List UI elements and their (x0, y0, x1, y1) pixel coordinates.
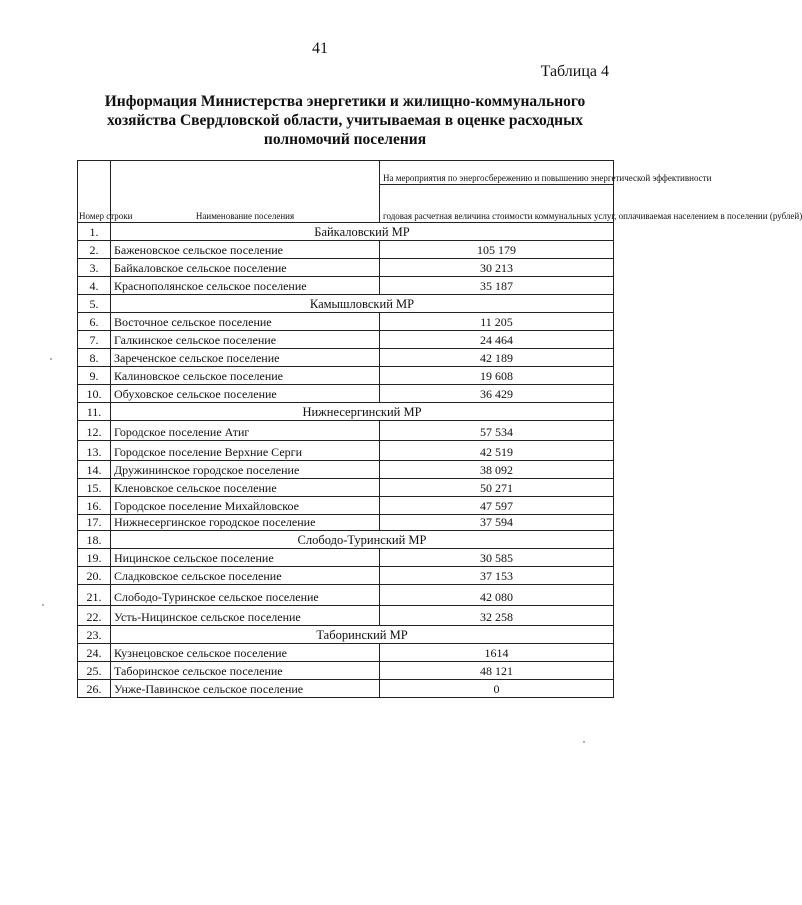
table-row (78, 385, 614, 403)
row-number: 9. (78, 367, 111, 385)
settlement-name: Кузнецовское сельское поселение (111, 644, 380, 662)
table-label: Таблица 4 (540, 63, 609, 80)
row-number: 8. (78, 349, 111, 367)
settlements-table (77, 160, 802, 698)
settlement-name: Нижнесергинское городское поселение (111, 515, 380, 531)
table-row (78, 441, 614, 461)
region-row (78, 223, 614, 241)
table-row (78, 644, 614, 662)
settlement-name: Восточное сельское поселение (111, 313, 380, 331)
region-row (78, 626, 614, 644)
settlement-name: Обуховское сельское поселение (111, 385, 380, 403)
settlement-value: 36 429 (380, 385, 614, 403)
header-settlement-name: Наименование поселения (111, 161, 380, 223)
row-number: 21. (78, 585, 111, 606)
region-row (78, 403, 614, 421)
row-number: 23. (78, 626, 111, 644)
settlement-value: 19 608 (380, 367, 614, 385)
row-number: 22. (78, 606, 111, 626)
settlement-name: Зареченское сельское поселение (111, 349, 380, 367)
settlement-value: 24 464 (380, 331, 614, 349)
table-row (78, 606, 614, 626)
row-number: 19. (78, 549, 111, 567)
region-name: Нижнесергинский МР (111, 403, 614, 421)
settlement-name: Городское поселение Атиг (111, 421, 380, 441)
row-number: 25. (78, 662, 111, 680)
settlement-value: 42 080 (380, 585, 614, 606)
row-number: 26. (78, 680, 111, 698)
row-number: 6. (78, 313, 111, 331)
table-row (78, 313, 614, 331)
settlement-value: 32 258 (380, 606, 614, 626)
settlement-name: Усть-Ницинское сельское поселение (111, 606, 380, 626)
settlement-name: Унже-Павинское сельское поселение (111, 680, 380, 698)
row-number: 16. (78, 497, 111, 515)
header-row-number: Номер строки (78, 161, 111, 223)
table-row (78, 277, 614, 295)
row-number: 5. (78, 295, 111, 313)
page-number: 41 (312, 40, 328, 57)
settlement-value: 0 (380, 680, 614, 698)
table-row (78, 497, 614, 515)
settlement-value: 57 534 (380, 421, 614, 441)
settlement-name: Городское поселение Верхние Серги (111, 441, 380, 461)
settlement-value: 48 121 (380, 662, 614, 680)
settlement-name: Сладковское сельское поселение (111, 567, 380, 585)
settlement-value: 105 179 (380, 241, 614, 259)
table-row (78, 331, 614, 349)
table-row (78, 680, 614, 698)
table-header-row (78, 161, 614, 185)
settlement-name: Калиновское сельское поселение (111, 367, 380, 385)
table-row (78, 259, 614, 277)
settlement-name: Байкаловское сельское поселение (111, 259, 380, 277)
table-row (78, 349, 614, 367)
settlement-name: Краснополянское сельское поселение (111, 277, 380, 295)
document-title: Информация Министерства энергетики и жилищно-коммунального хозяйства Свердловской области, учитываемая в оценке расходных полномочий поселения (104, 93, 586, 148)
settlement-value: 30 213 (380, 259, 614, 277)
region-name: Камышловский МР (111, 295, 614, 313)
settlement-name: Галкинское сельское поселение (111, 331, 380, 349)
row-number: 1. (78, 223, 111, 241)
settlement-value: 30 585 (380, 549, 614, 567)
settlement-value: 11 205 (380, 313, 614, 331)
region-name: Байкаловский МР (111, 223, 614, 241)
settlement-value: 1614 (380, 644, 614, 662)
row-number: 12. (78, 421, 111, 441)
region-name: Слободо-Туринский МР (111, 531, 614, 549)
table-row (78, 479, 614, 497)
header-annual-cost: годовая расчетная величина стоимости коммунальных услуг, оплачиваемая населением в поселении (рублей) (380, 185, 614, 223)
settlement-value: 35 187 (380, 277, 614, 295)
settlement-name: Городское поселение Михайловское (111, 497, 380, 515)
settlement-name: Ницинское сельское поселение (111, 549, 380, 567)
table-row (78, 461, 614, 479)
settlement-value: 37 153 (380, 567, 614, 585)
region-name: Таборинский МР (111, 626, 614, 644)
row-number: 3. (78, 259, 111, 277)
row-number: 18. (78, 531, 111, 549)
table-row (78, 662, 614, 680)
row-number: 11. (78, 403, 111, 421)
scan-speck (42, 604, 44, 606)
settlement-name: Баженовское сельское поселение (111, 241, 380, 259)
row-number: 2. (78, 241, 111, 259)
table-row (78, 515, 614, 531)
settlement-value: 47 597 (380, 497, 614, 515)
settlement-value: 50 271 (380, 479, 614, 497)
row-number: 24. (78, 644, 111, 662)
settlement-value: 37 594 (380, 515, 614, 531)
settlement-value: 42 519 (380, 441, 614, 461)
scan-speck (583, 741, 585, 743)
header-energy-measures: На мероприятия по энергосбережению и повышению энергетической эффективности (380, 161, 614, 185)
table-row (78, 421, 614, 441)
table-row (78, 567, 614, 585)
region-row (78, 295, 614, 313)
row-number: 4. (78, 277, 111, 295)
settlement-value: 42 189 (380, 349, 614, 367)
settlement-name: Слободо-Туринское сельское поселение (111, 585, 380, 606)
table-row (78, 241, 614, 259)
row-number: 15. (78, 479, 111, 497)
row-number: 10. (78, 385, 111, 403)
table-row (78, 549, 614, 567)
scan-speck (50, 358, 52, 360)
settlement-name: Дружининское городское поселение (111, 461, 380, 479)
region-row (78, 531, 614, 549)
settlement-name: Таборинское сельское поселение (111, 662, 380, 680)
row-number: 7. (78, 331, 111, 349)
table-row (78, 367, 614, 385)
table-row (78, 585, 614, 606)
settlement-name: Кленовское сельское поселение (111, 479, 380, 497)
settlement-value: 38 092 (380, 461, 614, 479)
row-number: 17. (78, 515, 111, 531)
row-number: 20. (78, 567, 111, 585)
row-number: 14. (78, 461, 111, 479)
row-number: 13. (78, 441, 111, 461)
